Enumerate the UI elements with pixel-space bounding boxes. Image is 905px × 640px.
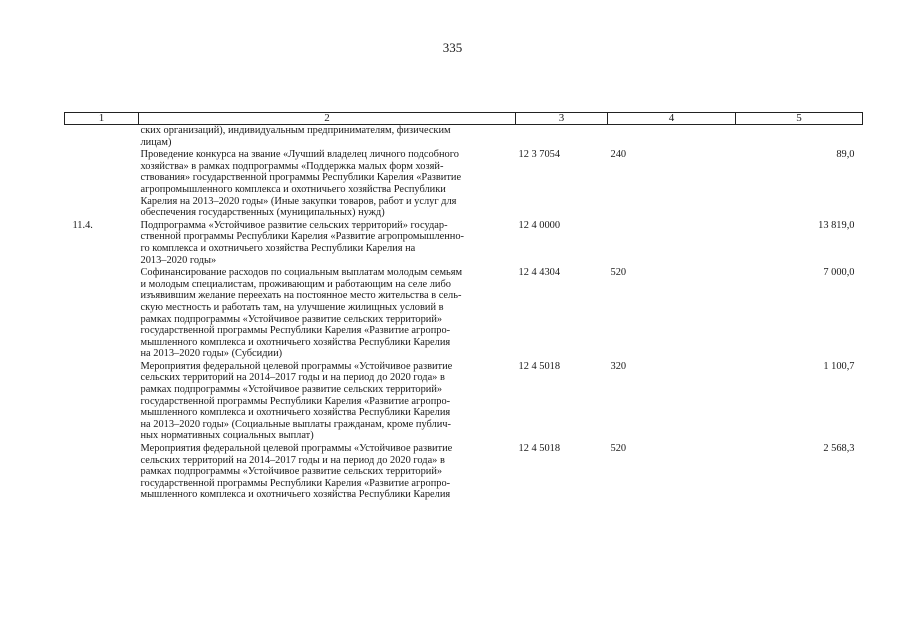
table-row: [65, 443, 863, 502]
description-line: лицам): [140, 136, 172, 148]
header-col-3: 3: [516, 113, 608, 125]
description-line: Мероприятия федеральной целевой программы «Устойчивое развитие: [140, 360, 453, 372]
budget-table: [64, 112, 863, 502]
header-col-2: 2: [139, 113, 516, 125]
row-description: [139, 149, 516, 220]
description-line: ственной программы Республики Карелия «Развитие агропромышленно-: [140, 231, 465, 243]
row-target-code: 12 4 0000: [518, 219, 561, 231]
table-row: [65, 267, 863, 361]
row-number: [65, 361, 139, 443]
description-line: государственной программы Республики Карелия «Развитие агропро-: [140, 395, 451, 407]
description-line: хозяйства» в рамках подпрограммы «Поддержка малых форм хозяй-: [140, 160, 444, 172]
row-number: [65, 125, 139, 150]
header-row: [65, 113, 863, 125]
description-line: ских организаций), индивидуальным предпринимателям, физическим: [140, 125, 451, 136]
description-line: ствования» государственной программы Республики Карелия «Развитие: [140, 172, 462, 184]
table-row: [65, 220, 863, 267]
row-description: [139, 220, 516, 267]
row-amount: 1 100,7: [823, 360, 855, 372]
description-line: Софинансирование расходов по социальным выплатам молодым семьям: [140, 267, 463, 279]
row-target-code: 12 3 7054: [518, 149, 561, 161]
description-line: на 2013–2020 годы» (Социальные выплаты гражданам, кроме публич-: [140, 418, 451, 430]
description-line: Подпрограмма «Устойчивое развитие сельских территорий» государ-: [140, 219, 448, 231]
page-number: 335: [442, 40, 463, 55]
description-line: обеспечения государственных (муниципальных) нужд): [140, 207, 385, 219]
row-amount: [736, 125, 863, 150]
row-expense-type: [608, 220, 736, 267]
description-line: 2013–2020 годы»: [140, 254, 217, 266]
description-line: рамках подпрограммы «Устойчивое развитие сельских территорий»: [140, 384, 443, 396]
row-description: [139, 267, 516, 361]
description-line: государственной программы Республики Карелия «Развитие агропро-: [140, 325, 451, 337]
header-col-4: 4: [608, 113, 736, 125]
description-line: ных нормативных социальных выплат): [140, 430, 314, 442]
description-line: и молодым специалистам, проживающим и работающим на селе либо: [140, 278, 451, 290]
description-line: рамках подпрограммы «Устойчивое развитие сельских территорий»: [140, 313, 443, 325]
row-target-code: 12 4 5018: [518, 360, 561, 372]
row-number: 11.4.: [72, 219, 93, 231]
row-amount: 89,0: [836, 149, 855, 161]
description-line: Мероприятия федеральной целевой программы «Устойчивое развитие: [140, 443, 453, 455]
description-line: Проведение конкурса на звание «Лучший владелец личного подсобного: [140, 149, 459, 161]
description-line: скую местность и работать там, на улучшение жилищных условий в: [140, 301, 444, 313]
table-row: [65, 149, 863, 220]
description-line: агропромышленного комплекса и охотничьего хозяйства Республики: [140, 183, 446, 195]
row-expense-type: 240: [610, 149, 627, 161]
description-line: сельских территорий на 2014–2017 годы и на период до 2020 года» в: [140, 372, 445, 384]
description-line: рамках подпрограммы «Устойчивое развитие сельских территорий»: [140, 466, 443, 478]
row-number: [65, 149, 139, 220]
row-target-code: 12 4 4304: [518, 267, 561, 279]
header-col-5: 5: [736, 113, 863, 125]
description-line: государственной программы Республики Карелия «Развитие агропро-: [140, 477, 451, 489]
description-line: на 2013–2020 годы» (Субсидии): [140, 348, 283, 360]
description-line: сельских территорий на 2014–2017 годы и на период до 2020 года» в: [140, 454, 445, 466]
row-amount: 2 568,3: [823, 443, 855, 455]
table-row: [65, 361, 863, 443]
row-description: [139, 361, 516, 443]
row-expense-type: 320: [610, 360, 627, 372]
description-line: го комплекса и охотничьего хозяйства Республики Карелия на: [140, 242, 416, 254]
row-number: [65, 443, 139, 502]
description-line: мышленного комплекса и охотничьего хозяйства Республики Карелия: [140, 336, 451, 348]
row-target-code: [516, 125, 608, 150]
row-number: [65, 267, 139, 361]
row-amount: 13 819,0: [818, 219, 855, 231]
row-expense-type: 520: [610, 443, 627, 455]
description-line: мышленного комплекса и охотничьего хозяйства Республики Карелия: [140, 407, 451, 419]
row-amount: 7 000,0: [823, 267, 855, 279]
row-target-code: 12 4 5018: [518, 443, 561, 455]
description-line: Карелия на 2013–2020 годы» (Иные закупки товаров, работ и услуг для: [140, 195, 457, 207]
description-line: изъявившим желание переехать на постоянное место жительства в сель-: [140, 290, 462, 302]
row-description: [139, 443, 516, 502]
row-description: [139, 125, 516, 150]
table-body: [65, 125, 863, 503]
row-expense-type: 520: [610, 267, 627, 279]
table-row: [65, 125, 863, 150]
row-expense-type: [608, 125, 736, 150]
header-col-1: 1: [65, 113, 139, 125]
description-line: мышленного комплекса и охотничьего хозяйства Республики Карелия: [140, 489, 451, 501]
